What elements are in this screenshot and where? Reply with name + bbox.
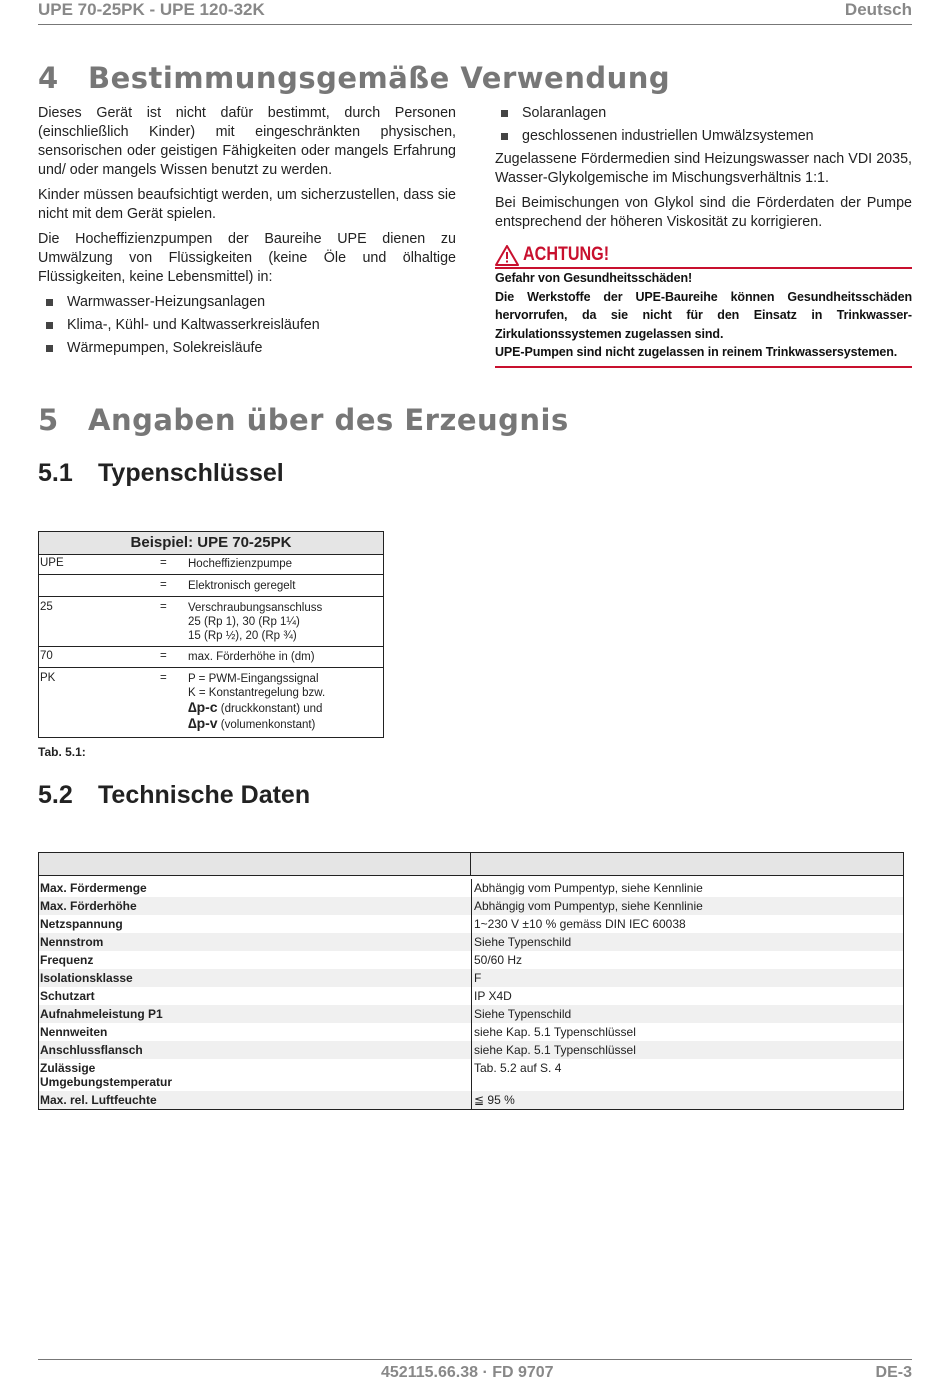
type-code: 70 bbox=[40, 650, 53, 662]
property-value: siehe Kap. 5.1 Typenschlüssel bbox=[474, 1025, 636, 1039]
table-row bbox=[39, 668, 383, 737]
property-name: Nennweiten bbox=[39, 1023, 472, 1041]
dp-v-symbol: ∆p-v bbox=[188, 715, 218, 731]
table-row bbox=[39, 951, 903, 969]
warning-materials: Die Werkstoffe der UPE-Baureihe können Gesundheitsschäden hervorrufen, da sie nicht für den Einsatz in Trinkwasser-Zirkulationssystemen zugelassen sind. bbox=[495, 289, 912, 341]
table-row bbox=[39, 647, 383, 668]
table-row bbox=[39, 879, 903, 897]
technical-data-table bbox=[38, 852, 904, 1110]
section-5-1-title: Typenschlüssel bbox=[98, 459, 284, 487]
property-value: siehe Kap. 5.1 Typenschlüssel bbox=[474, 1043, 636, 1057]
usage-list-right bbox=[493, 104, 912, 146]
header-title: UPE 70-25PK - UPE 120-32K bbox=[38, 0, 265, 19]
dp-v-text: (volumenkonstant) bbox=[220, 719, 316, 731]
dp-c-symbol: ∆p-c bbox=[188, 699, 218, 715]
paragraph-children: Kinder müssen beaufsichtigt werden, um sicherzustellen, dass sie nicht mit dem Gerät spielen. bbox=[38, 187, 456, 222]
property-value: Abhängig vom Pumpentyp, siehe Kennlinie bbox=[474, 899, 703, 913]
equals-sign: = bbox=[160, 650, 167, 662]
equals-sign: = bbox=[160, 601, 167, 613]
table-row bbox=[39, 915, 903, 933]
list-item: geschlossenen industriellen Umwälzsystemen bbox=[493, 127, 912, 146]
property-name bbox=[39, 1059, 472, 1091]
list-item: Klima-, Kühl- und Kaltwasserkreisläufen bbox=[38, 316, 456, 335]
warning-danger: Gefahr von Gesundheitsschäden! bbox=[495, 271, 693, 285]
type-key-table bbox=[38, 531, 384, 738]
description-line: P = PWM-Eingangssignal bbox=[188, 673, 319, 685]
type-description bbox=[188, 601, 383, 643]
type-description bbox=[188, 672, 383, 732]
type-code: 25 bbox=[40, 601, 53, 613]
property-name: Max. Fördermenge bbox=[39, 879, 472, 897]
equals-sign: = bbox=[160, 672, 167, 684]
section-5-1-heading bbox=[38, 459, 284, 488]
footer-rule bbox=[38, 1359, 912, 1360]
paragraph-media: Zugelassene Fördermedien sind Heizungswasser nach VDI 2035, Wasser-Glykolgemische im Mischungsverhältnis 1:1. bbox=[495, 151, 912, 186]
section-4-heading bbox=[38, 61, 670, 95]
equals-sign: = bbox=[160, 557, 167, 569]
section-5-2-number: 5.2 bbox=[38, 781, 73, 809]
section-4-number: 4 bbox=[38, 61, 59, 95]
property-value: Abhängig vom Pumpentyp, siehe Kennlinie bbox=[474, 881, 703, 895]
table-caption: Tab. 5.1: bbox=[38, 745, 86, 759]
usage-list-left bbox=[38, 293, 456, 358]
page-number: DE-3 bbox=[875, 1364, 912, 1381]
section-5-2-title: Technische Daten bbox=[98, 781, 311, 809]
description-line bbox=[188, 716, 383, 732]
paragraph-glycol: Bei Beimischungen von Glykol sind die Förderdaten der Pumpe entsprechend der höheren Viskosität zu korrigieren. bbox=[495, 195, 912, 230]
paragraph-persons: Dieses Gerät ist nicht dafür bestimmt, durch Personen (einschließlich Kinder) mit eingeschränkten physischen, sensorischen oder geistigen Fähigkeiten oder mangels Erfahrung und/ oder mangels Wissen benutzt zu werden. bbox=[38, 105, 456, 178]
table-row bbox=[39, 1091, 903, 1109]
property-value: Siehe Typenschild bbox=[474, 935, 572, 949]
warning-header bbox=[495, 244, 912, 269]
document-number: 452115.66.38 · FD 9707 bbox=[381, 1364, 554, 1381]
property-value: IP X4D bbox=[474, 989, 512, 1003]
section-4-right-column bbox=[495, 104, 912, 368]
table-row bbox=[39, 597, 383, 647]
dp-c-text: (druckkonstant) und bbox=[220, 703, 323, 715]
description-line: 25 (Rp 1), 30 (Rp 1¼) bbox=[188, 616, 300, 628]
warning-not-approved: UPE-Pumpen sind nicht zugelassen in reinem Trinkwassersystemen. bbox=[495, 345, 898, 359]
property-name: Isolationsklasse bbox=[39, 969, 472, 987]
table-row bbox=[39, 987, 903, 1005]
property-value: 50/60 Hz bbox=[474, 953, 523, 967]
property-value: ≦ 95 % bbox=[474, 1093, 515, 1107]
property-name-line: Umgebungstemperatur bbox=[40, 1075, 173, 1089]
description-line: 15 (Rp ½), 20 (Rp ¾) bbox=[188, 630, 297, 642]
list-item: Solaranlagen bbox=[493, 104, 912, 123]
list-item: Warmwasser-Heizungsanlagen bbox=[38, 293, 456, 312]
warning-box bbox=[495, 244, 912, 368]
type-code: UPE bbox=[40, 557, 64, 569]
table-row bbox=[39, 933, 903, 951]
list-item: Wärmepumpen, Solekreisläufe bbox=[38, 339, 456, 358]
section-4-left-column bbox=[38, 104, 456, 362]
type-code bbox=[39, 579, 160, 593]
section-4-title: Bestimmungsgemäße Verwendung bbox=[88, 61, 671, 95]
type-code: PK bbox=[40, 672, 56, 684]
property-name: Anschlussflansch bbox=[39, 1041, 472, 1059]
property-name: Max. Förderhöhe bbox=[39, 897, 472, 915]
table-row bbox=[39, 1005, 903, 1023]
paragraph-usage: Die Hocheffizienzpumpen der Baureihe UPE dienen zu Umwälzung von Flüssigkeiten (keine Öle und ölhaltige Flüssigkeiten, keine Lebensmittel) in: bbox=[38, 231, 456, 285]
section-5-heading bbox=[38, 403, 569, 437]
section-5-2-heading bbox=[38, 781, 310, 810]
equals-sign: = bbox=[160, 579, 167, 591]
description-line: Verschraubungsanschluss bbox=[188, 602, 323, 614]
property-name: Max. rel. Luftfeuchte bbox=[39, 1091, 472, 1109]
section-5-1-number: 5.1 bbox=[38, 459, 73, 487]
table-row bbox=[39, 897, 903, 915]
table-row bbox=[39, 969, 903, 987]
description-line bbox=[188, 700, 383, 716]
property-name: Aufnahmeleistung P1 bbox=[39, 1005, 472, 1023]
table-row bbox=[39, 1059, 903, 1091]
table-row bbox=[39, 575, 383, 597]
property-name-line: Zulässige bbox=[40, 1061, 96, 1075]
section-5-title: Angaben über des Erzeugnis bbox=[88, 403, 569, 437]
warning-triangle-icon bbox=[495, 245, 519, 266]
type-description: max. Förderhöhe in (dm) bbox=[188, 651, 315, 663]
property-value: Siehe Typenschild bbox=[474, 1007, 572, 1021]
property-name: Frequenz bbox=[39, 951, 472, 969]
type-description: Hocheffizienzpumpe bbox=[188, 558, 292, 570]
technical-data-header bbox=[39, 853, 903, 876]
table-row bbox=[39, 1023, 903, 1041]
property-name: Netzspannung bbox=[39, 915, 472, 933]
warning-body bbox=[495, 269, 912, 368]
description-line: K = Konstantregelung bzw. bbox=[188, 687, 326, 699]
property-value: F bbox=[474, 971, 482, 985]
section-5-number: 5 bbox=[38, 403, 59, 437]
property-value: 1~230 V ±10 % gemäss DIN IEC 60038 bbox=[474, 917, 686, 931]
table-row bbox=[39, 555, 383, 575]
table-row bbox=[39, 1041, 903, 1059]
type-description: Elektronisch geregelt bbox=[188, 580, 296, 592]
type-key-table-title: Beispiel: UPE 70-25PK bbox=[39, 532, 383, 555]
header-language: Deutsch bbox=[844, 0, 912, 19]
property-name: Nennstrom bbox=[39, 933, 472, 951]
header-rule bbox=[38, 24, 912, 25]
property-name: Schutzart bbox=[39, 987, 472, 1005]
property-value: Tab. 5.2 auf S. 4 bbox=[474, 1061, 562, 1075]
warning-title: ACHTUNG! bbox=[523, 244, 610, 265]
